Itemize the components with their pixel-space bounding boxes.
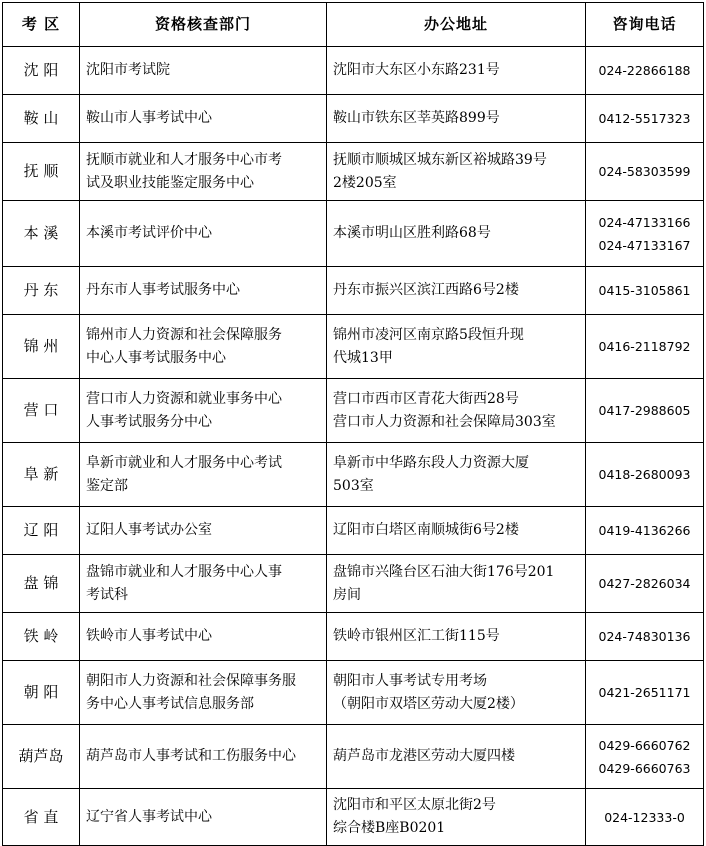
area-cell: 阜 新 xyxy=(3,443,80,507)
area-cell: 盘 锦 xyxy=(3,555,80,613)
department-line: 抚顺市就业和人才服务中心市考 xyxy=(86,151,282,168)
address-cell xyxy=(327,613,586,661)
address-cell xyxy=(327,789,586,846)
department-cell xyxy=(80,379,327,443)
phone-line: 024-12333-0 xyxy=(604,809,685,825)
area-cell: 沈 阳 xyxy=(3,47,80,95)
department-line: 朝阳市人力资源和社会保障事务服 xyxy=(86,672,296,689)
address-line: 沈阳市大东区小东路231号 xyxy=(333,62,500,78)
phone-cell xyxy=(586,379,704,443)
address-cell xyxy=(327,507,586,555)
phone-cell xyxy=(586,47,704,95)
phone-line: 0427-2826034 xyxy=(598,576,691,591)
address-line: 锦州市凌河区南京路5段恒升现 xyxy=(333,326,524,343)
exam-office-table xyxy=(2,2,704,846)
department-line: 辽阳人事考试办公室 xyxy=(86,522,212,538)
table-row xyxy=(3,661,704,725)
department-line: 丹东市人事考试服务中心 xyxy=(86,282,240,298)
area-cell: 葫芦岛 xyxy=(3,725,80,789)
department-cell xyxy=(80,267,327,315)
address-line: 营口市西市区青花大街西28号 xyxy=(333,390,519,407)
table-row xyxy=(3,267,704,315)
phone-line: 0421-2651171 xyxy=(598,685,691,700)
address-line: 丹东市振兴区滨江西路6号2楼 xyxy=(333,282,519,298)
address-line: 营口市人力资源和社会保障局303室 xyxy=(333,413,556,430)
department-line: 鉴定部 xyxy=(86,477,128,494)
phone-line: 0412-5517323 xyxy=(598,111,691,126)
address-line: 铁岭市银州区汇工街115号 xyxy=(333,628,500,644)
header-row xyxy=(3,3,704,47)
address-line: 代城13甲 xyxy=(333,349,393,366)
address-line: 沈阳市和平区太原北街2号 xyxy=(333,797,496,813)
phone-cell xyxy=(586,267,704,315)
header-address: 办公地址 xyxy=(327,3,586,47)
phone-cell xyxy=(586,201,704,267)
department-cell xyxy=(80,725,327,789)
department-cell xyxy=(80,201,327,267)
address-line: 辽阳市白塔区南顺城街6号2楼 xyxy=(333,522,519,538)
department-cell xyxy=(80,47,327,95)
department-line: 锦州市人力资源和社会保障服务 xyxy=(86,326,282,343)
address-cell xyxy=(327,143,586,201)
department-cell xyxy=(80,315,327,379)
department-cell xyxy=(80,143,327,201)
phone-cell xyxy=(586,315,704,379)
area-cell: 朝 阳 xyxy=(3,661,80,725)
address-line: （朝阳市双塔区劳动大厦2楼） xyxy=(333,695,524,712)
area-cell: 省 直 xyxy=(3,789,80,846)
address-line: 本溪市明山区胜利路68号 xyxy=(333,225,491,241)
department-line: 考试科 xyxy=(86,586,128,603)
address-line: 盘锦市兴隆台区石油大街176号201 xyxy=(333,563,555,580)
phone-line: 0416-2118792 xyxy=(598,339,691,354)
phone-line: 024-74830136 xyxy=(598,629,691,644)
department-line: 葫芦岛市人事考试和工伤服务中心 xyxy=(86,748,296,764)
area-cell: 本 溪 xyxy=(3,201,80,267)
department-line: 铁岭市人事考试中心 xyxy=(86,628,212,644)
address-cell xyxy=(327,555,586,613)
department-line: 盘锦市就业和人才服务中心人事 xyxy=(86,563,282,580)
table-row xyxy=(3,443,704,507)
area-cell: 辽 阳 xyxy=(3,507,80,555)
address-cell xyxy=(327,315,586,379)
phone-line: 024-58303599 xyxy=(598,164,691,179)
phone-line: 0429-6660763 xyxy=(598,760,691,776)
address-line: 鞍山市铁东区莘英路899号 xyxy=(333,110,500,126)
area-cell: 鞍 山 xyxy=(3,95,80,143)
phone-cell xyxy=(586,613,704,661)
table-row xyxy=(3,47,704,95)
table-row xyxy=(3,95,704,143)
table-row xyxy=(3,725,704,789)
phone-cell xyxy=(586,507,704,555)
table-row xyxy=(3,379,704,443)
address-line: 综合楼B座B0201 xyxy=(333,820,446,836)
area-cell: 营 口 xyxy=(3,379,80,443)
header-department: 资格核查部门 xyxy=(80,3,327,47)
phone-line: 024-47133166 xyxy=(598,214,691,230)
department-cell xyxy=(80,555,327,613)
table-row xyxy=(3,789,704,846)
address-cell xyxy=(327,267,586,315)
department-line: 中心人事考试服务中心 xyxy=(86,349,226,366)
address-cell xyxy=(327,95,586,143)
department-line: 鞍山市人事考试中心 xyxy=(86,110,212,126)
phone-cell xyxy=(586,143,704,201)
table-row xyxy=(3,613,704,661)
address-cell xyxy=(327,661,586,725)
department-cell xyxy=(80,661,327,725)
table-row xyxy=(3,555,704,613)
phone-line: 0415-3105861 xyxy=(598,283,691,298)
department-cell xyxy=(80,507,327,555)
phone-cell xyxy=(586,555,704,613)
table-row xyxy=(3,315,704,379)
table-row xyxy=(3,143,704,201)
address-cell xyxy=(327,47,586,95)
table-body xyxy=(3,47,704,846)
area-cell: 锦 州 xyxy=(3,315,80,379)
department-cell xyxy=(80,613,327,661)
area-cell: 铁 岭 xyxy=(3,613,80,661)
address-line: 2楼205室 xyxy=(333,174,397,191)
phone-line: 0429-6660762 xyxy=(598,737,691,753)
phone-cell xyxy=(586,661,704,725)
department-line: 人事考试服务分中心 xyxy=(86,413,212,430)
address-line: 阜新市中华路东段人力资源大厦 xyxy=(333,454,529,471)
department-line: 沈阳市考试院 xyxy=(86,62,170,78)
department-line: 试及职业技能鉴定服务中心 xyxy=(86,174,254,191)
address-line: 房间 xyxy=(333,586,361,603)
department-line: 营口市人力资源和就业事务中心 xyxy=(86,390,282,407)
department-line: 务中心人事考试信息服务部 xyxy=(86,695,254,712)
phone-line: 024-47133167 xyxy=(598,237,691,253)
department-line: 阜新市就业和人才服务中心考试 xyxy=(86,454,282,471)
address-cell xyxy=(327,725,586,789)
department-line: 辽宁省人事考试中心 xyxy=(86,808,212,825)
phone-cell xyxy=(586,789,704,846)
phone-line: 0419-4136266 xyxy=(598,523,691,538)
phone-line: 024-22866188 xyxy=(598,63,691,78)
address-cell xyxy=(327,201,586,267)
phone-cell xyxy=(586,95,704,143)
department-cell xyxy=(80,789,327,846)
department-line: 本溪市考试评价中心 xyxy=(86,225,212,241)
department-cell xyxy=(80,95,327,143)
address-cell xyxy=(327,443,586,507)
phone-line: 0417-2988605 xyxy=(598,403,691,418)
address-line: 朝阳市人事考试专用考场 xyxy=(333,672,487,689)
address-line: 葫芦岛市龙港区劳动大厦四楼 xyxy=(333,748,515,764)
area-cell: 抚 顺 xyxy=(3,143,80,201)
area-cell: 丹 东 xyxy=(3,267,80,315)
table-row xyxy=(3,201,704,267)
address-cell xyxy=(327,379,586,443)
phone-cell xyxy=(586,443,704,507)
phone-line: 0418-2680093 xyxy=(598,467,691,482)
address-line: 503室 xyxy=(333,477,374,494)
table-row xyxy=(3,507,704,555)
address-line: 抚顺市顺城区城东新区裕城路39号 xyxy=(333,151,547,168)
header-area: 考 区 xyxy=(3,3,80,47)
department-cell xyxy=(80,443,327,507)
phone-cell xyxy=(586,725,704,789)
header-phone: 咨询电话 xyxy=(586,3,704,47)
